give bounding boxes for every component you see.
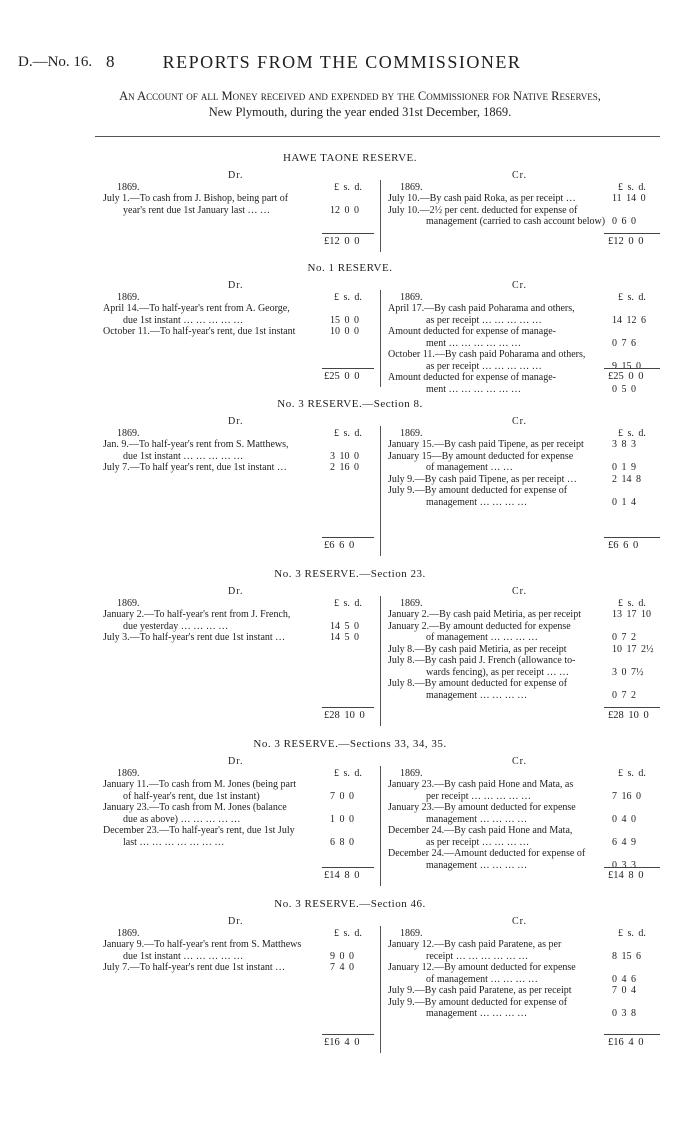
credit-entry-continuation: of management … … bbox=[426, 462, 513, 473]
debit-amount: 15 0 0 bbox=[330, 314, 359, 326]
credit-entry-line: January 23.—By cash paid Hone and Mata, as bbox=[388, 779, 574, 790]
debit-total: £6 6 0 bbox=[324, 540, 355, 551]
credit-amount: 14 12 6 bbox=[612, 314, 646, 326]
debit-total-rule bbox=[322, 537, 374, 538]
credit-entry-continuation: wards fencing), as per receipt … … bbox=[426, 666, 569, 678]
credit-entry-line: July 8.—By cash paid Metiria, as per receipt bbox=[388, 643, 567, 655]
credit-total: £14 8 0 bbox=[608, 870, 644, 881]
debit-entry-continuation: due yesterday … … … … bbox=[123, 620, 229, 632]
debit-year: 1869. bbox=[117, 598, 140, 609]
credit-entry-line: July 10.—By cash paid Roka, as per receipt … bbox=[388, 193, 576, 204]
credit-heading: Cr. bbox=[512, 586, 527, 597]
intro-line-1 bbox=[60, 88, 660, 104]
debit-amount: 10 0 0 bbox=[330, 326, 359, 337]
debit-heading: Dr. bbox=[228, 916, 244, 927]
credit-entry-continuation: per receipt … … … … … bbox=[426, 790, 531, 802]
credit-entry-line: July 8.—By amount deducted for expense of bbox=[388, 678, 568, 689]
credit-total: £16 4 0 bbox=[608, 1037, 644, 1048]
credit-currency-header: £ s. d. bbox=[618, 428, 646, 439]
credit-entry-line: July 9.—By amount deducted for expense of bbox=[388, 485, 568, 496]
debit-amount: 1 0 0 bbox=[330, 813, 354, 825]
credit-amount: 13 17 10 bbox=[612, 609, 651, 620]
credit-entry-line: January 23.—By amount deducted for expense bbox=[388, 802, 576, 813]
credit-total-rule bbox=[604, 1034, 660, 1035]
debit-heading: Dr. bbox=[228, 170, 244, 181]
credit-entry-line: July 10.—2½ per cent. deducted for expense of bbox=[388, 204, 578, 216]
credit-amount: 3 8 3 bbox=[612, 439, 636, 450]
debit-year: 1869. bbox=[117, 768, 140, 779]
intro-line-2: New Plymouth, during the year ended 31st December, 1869. bbox=[208, 105, 512, 119]
debit-entry-continuation: due 1st instant … … … … … bbox=[123, 450, 244, 462]
debit-entry-line: July 7.—To half year's rent, due 1st instant … bbox=[103, 462, 287, 473]
debit-total-rule bbox=[322, 1034, 374, 1035]
reserve-section bbox=[0, 568, 700, 726]
debit-amount: 9 0 0 bbox=[330, 950, 354, 962]
credit-amount: 11 14 0 bbox=[612, 193, 646, 204]
debit-amount: 14 5 0 bbox=[330, 632, 359, 643]
debit-total: £12 0 0 bbox=[324, 236, 360, 247]
credit-entry-continuation: of management … … … … bbox=[426, 632, 538, 643]
debit-entry-line: January 23.—To cash from M. Jones (balance bbox=[103, 802, 287, 813]
debit-entry-continuation: year's rent due 1st January last … … bbox=[123, 204, 271, 216]
credit-entry-line: April 17.—By cash paid Poharama and others, bbox=[388, 303, 575, 314]
credit-entry-line: July 8.—By cash paid J. French (allowance to- bbox=[388, 655, 576, 666]
debit-amount: 3 10 0 bbox=[330, 450, 359, 462]
debit-total-rule bbox=[322, 233, 374, 234]
section-title: HAWE TAONE RESERVE. bbox=[282, 152, 418, 164]
section-title: No. 1 RESERVE. bbox=[307, 262, 393, 274]
debit-total: £16 4 0 bbox=[324, 1037, 360, 1048]
column-divider bbox=[380, 290, 381, 387]
section-title: No. 3 RESERVE.—Section 8. bbox=[277, 398, 423, 410]
credit-year: 1869. bbox=[400, 598, 423, 609]
credit-total: £6 6 0 bbox=[608, 540, 639, 551]
debit-heading: Dr. bbox=[228, 416, 244, 427]
debit-total: £25 0 0 bbox=[324, 371, 360, 382]
credit-amount: 6 4 9 bbox=[612, 836, 636, 848]
debit-currency-header: £ s. d. bbox=[334, 292, 362, 303]
credit-entry-continuation: ment … … … … … … bbox=[426, 383, 521, 395]
credit-entry-continuation: management (carried to cash account below) bbox=[426, 216, 606, 227]
credit-heading: Cr. bbox=[512, 756, 527, 767]
section-title: No. 3 RESERVE.—Section 23. bbox=[274, 568, 426, 580]
intro-line-1-smallcaps: Commissioner for Native Reserves, bbox=[417, 89, 601, 103]
reserve-section bbox=[0, 398, 700, 556]
header-rule bbox=[95, 136, 660, 137]
credit-entry-line: Amount deducted for expense of manage- bbox=[388, 326, 556, 337]
account-intro bbox=[60, 88, 660, 120]
credit-entry-line: January 12.—By cash paid Paratene, as per bbox=[388, 939, 562, 950]
credit-year: 1869. bbox=[400, 428, 423, 439]
credit-entry-line: December 24.—Amount deducted for expense of bbox=[388, 848, 586, 859]
credit-amount: 0 4 6 bbox=[612, 973, 636, 985]
credit-heading: Cr. bbox=[512, 416, 527, 427]
debit-entry-continuation: due 1st instant … … … … … bbox=[123, 950, 244, 962]
credit-entry-line: January 15—By amount deducted for expense bbox=[388, 450, 574, 462]
credit-total-rule bbox=[604, 707, 660, 708]
document-reference: D.—No. 16. bbox=[18, 54, 93, 70]
credit-heading: Cr. bbox=[512, 280, 527, 291]
credit-entry-line: October 11.—By cash paid Poharama and others, bbox=[388, 349, 586, 360]
credit-year: 1869. bbox=[400, 292, 423, 303]
credit-entry-line: July 9.—By cash paid Tipene, as per receipt … bbox=[388, 473, 577, 485]
credit-entry-continuation: of management … … … … bbox=[426, 973, 538, 985]
credit-entry-continuation: as per receipt … … … … … bbox=[426, 314, 542, 326]
credit-currency-header: £ s. d. bbox=[618, 768, 646, 779]
debit-amount: 2 16 0 bbox=[330, 462, 359, 473]
column-divider bbox=[380, 180, 381, 252]
reserve-section bbox=[0, 898, 700, 1053]
credit-amount: 0 1 9 bbox=[612, 462, 636, 473]
reserve-section bbox=[0, 738, 700, 886]
debit-entry-line: July 7.—To half-year's rent due 1st instant … bbox=[103, 962, 286, 973]
debit-total: £14 8 0 bbox=[324, 870, 360, 881]
credit-total-rule bbox=[604, 233, 660, 234]
credit-amount: 0 5 0 bbox=[612, 383, 636, 395]
debit-year: 1869. bbox=[117, 428, 140, 439]
debit-entry-line: July 1.—To cash from J. Bishop, being part of bbox=[103, 193, 289, 204]
credit-entry-continuation: management … … … … bbox=[426, 859, 528, 871]
credit-entry-line: July 9.—By cash paid Paratene, as per receipt bbox=[388, 985, 572, 996]
debit-currency-header: £ s. d. bbox=[334, 768, 362, 779]
credit-entry-line: January 12.—By amount deducted for expense bbox=[388, 962, 576, 973]
debit-entry-continuation: due as above) … … … … … bbox=[123, 813, 241, 825]
debit-total-rule bbox=[322, 368, 374, 369]
debit-year: 1869. bbox=[117, 928, 140, 939]
debit-currency-header: £ s. d. bbox=[334, 928, 362, 939]
credit-amount: 0 6 0 bbox=[612, 216, 636, 227]
credit-entry-continuation: as per receipt … … … … … bbox=[426, 360, 542, 372]
debit-entry-line: July 3.—To half-year's rent due 1st instant … bbox=[103, 632, 286, 643]
debit-total: £28 10 0 bbox=[324, 710, 365, 721]
credit-entry-line: January 2.—By cash paid Metiria, as per receipt bbox=[388, 609, 581, 620]
credit-amount: 0 3 8 bbox=[612, 1008, 636, 1019]
credit-entry-line: December 24.—By cash paid Hone and Mata, bbox=[388, 825, 573, 836]
credit-year: 1869. bbox=[400, 928, 423, 939]
debit-amount: 7 0 0 bbox=[330, 790, 354, 802]
credit-amount: 8 15 6 bbox=[612, 950, 641, 962]
credit-amount: 9 15 0 bbox=[612, 360, 641, 372]
debit-entry-line: April 14.—To half-year's rent from A. George, bbox=[103, 303, 290, 314]
debit-heading: Dr. bbox=[228, 586, 244, 597]
credit-entry-continuation: management … … … … bbox=[426, 813, 528, 825]
credit-amount: 0 7 6 bbox=[612, 337, 636, 349]
debit-entry-continuation: of half-year's rent, due 1st instant) bbox=[123, 790, 260, 802]
credit-year: 1869. bbox=[400, 768, 423, 779]
credit-entry-continuation: ment … … … … … … bbox=[426, 337, 521, 349]
debit-entry-line: December 23.—To half-year's rent, due 1st July bbox=[103, 825, 295, 836]
credit-total-rule bbox=[604, 537, 660, 538]
debit-currency-header: £ s. d. bbox=[334, 598, 362, 609]
credit-entry-continuation: management … … … … bbox=[426, 1008, 528, 1019]
column-divider bbox=[380, 426, 381, 556]
credit-total-rule bbox=[604, 867, 660, 868]
debit-amount: 6 8 0 bbox=[330, 836, 354, 848]
credit-amount: 2 14 8 bbox=[612, 473, 641, 485]
debit-entry-line: October 11.—To half-year's rent, due 1st instant bbox=[103, 326, 296, 337]
reserve-section bbox=[0, 262, 700, 395]
credit-entry-line: January 15.—By cash paid Tipene, as per receipt bbox=[388, 439, 584, 450]
debit-heading: Dr. bbox=[228, 756, 244, 767]
debit-entry-line: Jan. 9.—To half-year's rent from S. Matthews, bbox=[103, 439, 289, 450]
credit-total: £28 10 0 bbox=[608, 710, 649, 721]
credit-heading: Cr. bbox=[512, 916, 527, 927]
credit-currency-header: £ s. d. bbox=[618, 598, 646, 609]
credit-amount: 7 0 4 bbox=[612, 985, 636, 996]
credit-amount: 0 4 0 bbox=[612, 813, 636, 825]
debit-currency-header: £ s. d. bbox=[334, 182, 362, 193]
credit-amount: 0 1 4 bbox=[612, 496, 636, 508]
debit-entry-line: January 9.—To half-year's rent from S. Matthews bbox=[103, 939, 302, 950]
credit-total: £12 0 0 bbox=[608, 236, 644, 247]
credit-amount: 0 7 2 bbox=[612, 632, 636, 643]
credit-entry-continuation: as per receipt … … … … bbox=[426, 836, 530, 848]
credit-amount: 10 17 2½ bbox=[612, 643, 654, 655]
debit-entry-line: January 11.—To cash from M. Jones (being part bbox=[103, 779, 297, 790]
credit-entry-line: Amount deducted for expense of manage- bbox=[388, 372, 556, 383]
section-title: No. 3 RESERVE.—Sections 33, 34, 35. bbox=[253, 738, 447, 750]
credit-year: 1869. bbox=[400, 182, 423, 193]
debit-total-rule bbox=[322, 707, 374, 708]
credit-total: £25 0 0 bbox=[608, 371, 644, 382]
column-divider bbox=[380, 766, 381, 886]
debit-entry-continuation: last … … … … … … … bbox=[123, 836, 225, 848]
credit-currency-header: £ s. d. bbox=[618, 182, 646, 193]
intro-line-1-text: An Account of all Money received and expended by the bbox=[119, 89, 418, 103]
credit-entry-continuation: receipt … … … … … … bbox=[426, 950, 529, 962]
credit-currency-header: £ s. d. bbox=[618, 292, 646, 303]
credit-currency-header: £ s. d. bbox=[618, 928, 646, 939]
section-title: No. 3 RESERVE.—Section 46. bbox=[274, 898, 426, 910]
debit-year: 1869. bbox=[117, 292, 140, 303]
credit-amount: 7 16 0 bbox=[612, 790, 641, 802]
reserve-section bbox=[0, 152, 700, 252]
page-title: REPORTS FROM THE COMMISSIONER bbox=[162, 52, 522, 72]
credit-amount: 0 3 3 bbox=[612, 859, 636, 871]
credit-entry-continuation: management … … … … bbox=[426, 496, 528, 508]
debit-entry-line: January 2.—To half-year's rent from J. French, bbox=[103, 609, 291, 620]
credit-total-rule bbox=[604, 368, 660, 369]
column-divider bbox=[380, 596, 381, 726]
credit-amount: 3 0 7½ bbox=[612, 666, 644, 678]
page-number: 8 bbox=[106, 52, 115, 71]
debit-total-rule bbox=[322, 867, 374, 868]
debit-amount: 12 0 0 bbox=[330, 204, 359, 216]
debit-heading: Dr. bbox=[228, 280, 244, 291]
page-header bbox=[18, 52, 666, 76]
debit-year: 1869. bbox=[117, 182, 140, 193]
credit-amount: 0 7 2 bbox=[612, 689, 636, 701]
debit-amount: 7 4 0 bbox=[330, 962, 354, 973]
credit-entry-line: January 2.—By amount deducted for expense bbox=[388, 620, 571, 632]
credit-entry-continuation: management … … … … bbox=[426, 689, 528, 701]
debit-currency-header: £ s. d. bbox=[334, 428, 362, 439]
credit-heading: Cr. bbox=[512, 170, 527, 181]
debit-amount: 14 5 0 bbox=[330, 620, 359, 632]
column-divider bbox=[380, 926, 381, 1053]
debit-entry-continuation: due 1st instant … … … … … bbox=[123, 314, 244, 326]
credit-entry-line: July 9.—By amount deducted for expense of bbox=[388, 996, 568, 1008]
